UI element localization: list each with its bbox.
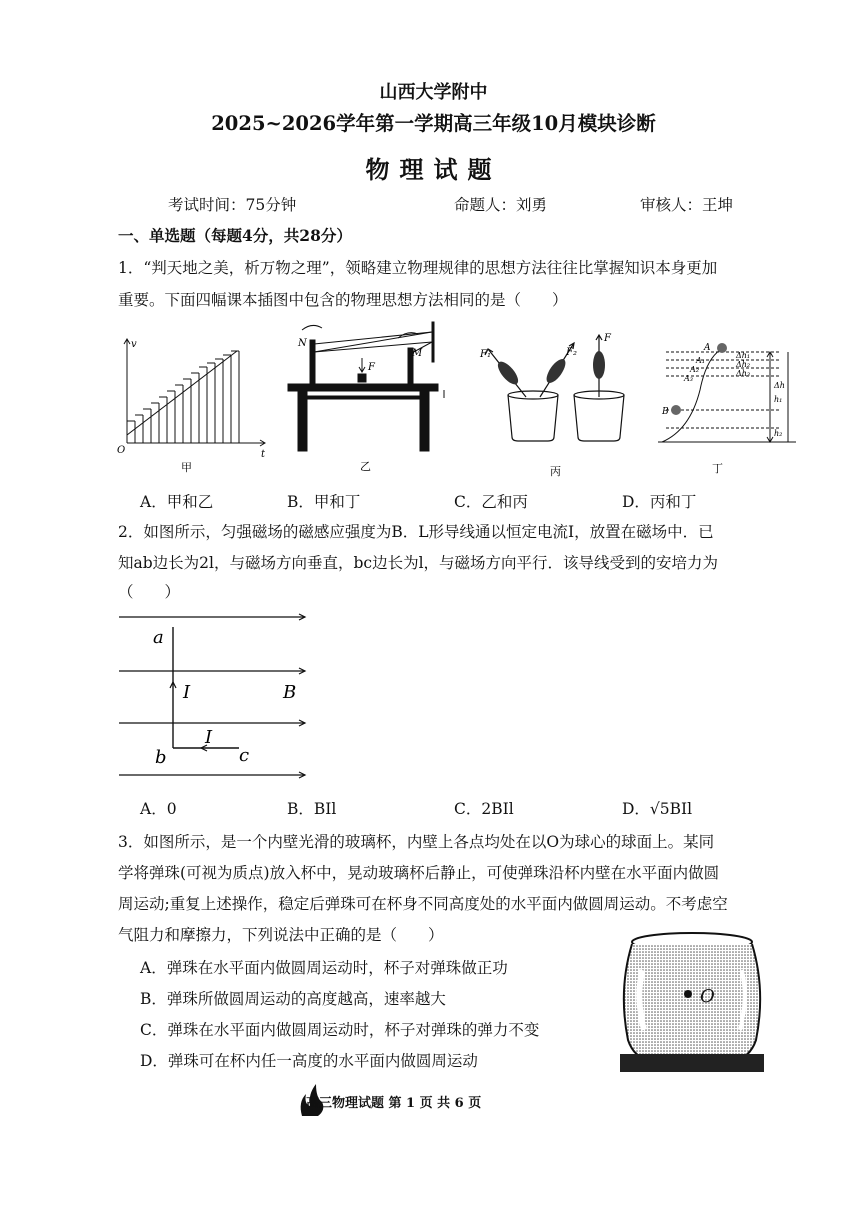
page-footer: 高三物理试题 第 1 页 共 6 页 xyxy=(306,1096,482,1111)
q3-center-o-label: O xyxy=(700,986,715,1007)
q1-stem-line1: 1．“判天地之美，析万物之理”，领略建立物理规律的思想方法往往比掌握知识本身更加 xyxy=(118,259,718,277)
q3-stem-line3: 周运动;重复上述操作，稳定后弹珠可在杯身不同高度处的水平面内做圆周运动。不考虑空 xyxy=(118,895,728,913)
ding-a2-label: A₂ xyxy=(690,365,699,374)
yi-caption: 乙 xyxy=(360,460,371,473)
jia-origin-label: O xyxy=(117,445,126,456)
jia-caption: 甲 xyxy=(181,461,192,474)
q2-current-vertical: I xyxy=(183,682,191,703)
q2-option-a: A．0 xyxy=(140,800,177,818)
subject-title: 物理试题 xyxy=(365,155,502,184)
exam-time: 考试时间：75分钟 xyxy=(168,196,297,214)
figure-ding xyxy=(650,330,800,480)
ding-h1-label: h₁ xyxy=(774,395,783,404)
yi-f-label: F xyxy=(368,362,375,373)
q3-option-b: B．弹珠所做圆周运动的高度越高，速率越大 xyxy=(140,990,446,1008)
q1-stem-line2: 重要。下面四幅课本插图中包含的物理思想方法相同的是（ ） xyxy=(118,291,568,309)
ding-b-label: B xyxy=(662,407,669,417)
exam-title: 2025~2026学年第一学期高三年级10月模块诊断 xyxy=(211,112,656,135)
q2-point-c: c xyxy=(239,745,250,766)
q1-option-d: D．丙和丁 xyxy=(622,493,697,511)
yi-m-label: M xyxy=(412,348,423,359)
ding-dh2-label: Δh₂ xyxy=(736,360,751,369)
figure-q2-magnetic-field xyxy=(115,605,315,790)
figure-jia xyxy=(115,335,270,485)
jia-t-label: t xyxy=(261,449,266,460)
q3-stem-line4: 气阻力和摩擦力，下列说法中正确的是（ ） xyxy=(118,926,444,944)
q2-field-label: B xyxy=(283,682,297,703)
q2-option-c: C．2BIl xyxy=(454,800,514,818)
bing-caption: 丙 xyxy=(550,465,561,478)
exam-reviewer: 审核人：王坤 xyxy=(640,196,734,214)
section-title: 一、单选题（每题4分，共28分） xyxy=(118,226,352,245)
q2-option-d: D．√5BIl xyxy=(622,800,693,818)
q3-option-c: C．弹珠在水平面内做圆周运动时，杯子对弹珠的弹力不变 xyxy=(140,1021,540,1039)
q1-option-a: A．甲和乙 xyxy=(140,493,214,511)
yi-n-label: N xyxy=(298,338,307,349)
q2-current-horizontal: I xyxy=(205,727,213,748)
ding-dh-label: Δh xyxy=(774,381,785,390)
ding-caption: 丁 xyxy=(712,462,723,475)
q1-option-b: B．甲和丁 xyxy=(287,493,361,511)
ding-a1-label: A₁ xyxy=(696,356,705,365)
q3-option-a: A．弹珠在水平面内做圆周运动时，杯子对弹珠做正功 xyxy=(140,959,508,977)
ding-h2-label: h₂ xyxy=(774,429,783,438)
ding-a-label: A xyxy=(704,343,711,353)
q2-point-a: a xyxy=(153,627,164,648)
q3-stem-line2: 学将弹珠(可视为质点)放入杯中，晃动玻璃杯后静止，可使弹珠沿杯内壁在水平面内做圆 xyxy=(118,864,720,882)
q2-point-b: b xyxy=(155,747,167,768)
bing-f1-label: F₁ xyxy=(480,349,491,360)
ding-dh3-label: Δh₃ xyxy=(736,369,751,378)
bing-f-label: F xyxy=(604,333,611,344)
q3-stem-line1: 3．如图所示，是一个内壁光滑的玻璃杯，内壁上各点均处在以O为球心的球面上。某同 xyxy=(118,833,715,851)
exam-author: 命题人：刘勇 xyxy=(454,196,548,214)
bing-f2-label: F₂ xyxy=(566,347,577,358)
q1-option-c: C．乙和丙 xyxy=(454,493,528,511)
figure-bing xyxy=(478,325,628,480)
q2-stem-line3: （ ） xyxy=(118,583,181,601)
figure-yi xyxy=(282,318,452,478)
q2-stem-line2: 知ab边长为2l，与磁场方向垂直，bc边长为l，与磁场方向平行．该导线受到的安培力为 xyxy=(118,554,719,572)
q2-option-b: B．BIl xyxy=(287,800,337,818)
jia-v-label: v xyxy=(131,339,137,350)
figure-q3-glass-cup xyxy=(612,930,772,1080)
school-name: 山西大学附中 xyxy=(379,82,488,103)
ding-a3-label: A₃ xyxy=(684,374,693,383)
q2-stem-line1: 2．如图所示，匀强磁场的磁感应强度为B．L形导线通以恒定电流I，放置在磁场中．已 xyxy=(118,523,714,541)
ding-dh1-label: Δh₁ xyxy=(736,351,751,360)
q3-option-d: D．弹珠可在杯内任一高度的水平面内做圆周运动 xyxy=(140,1052,478,1070)
